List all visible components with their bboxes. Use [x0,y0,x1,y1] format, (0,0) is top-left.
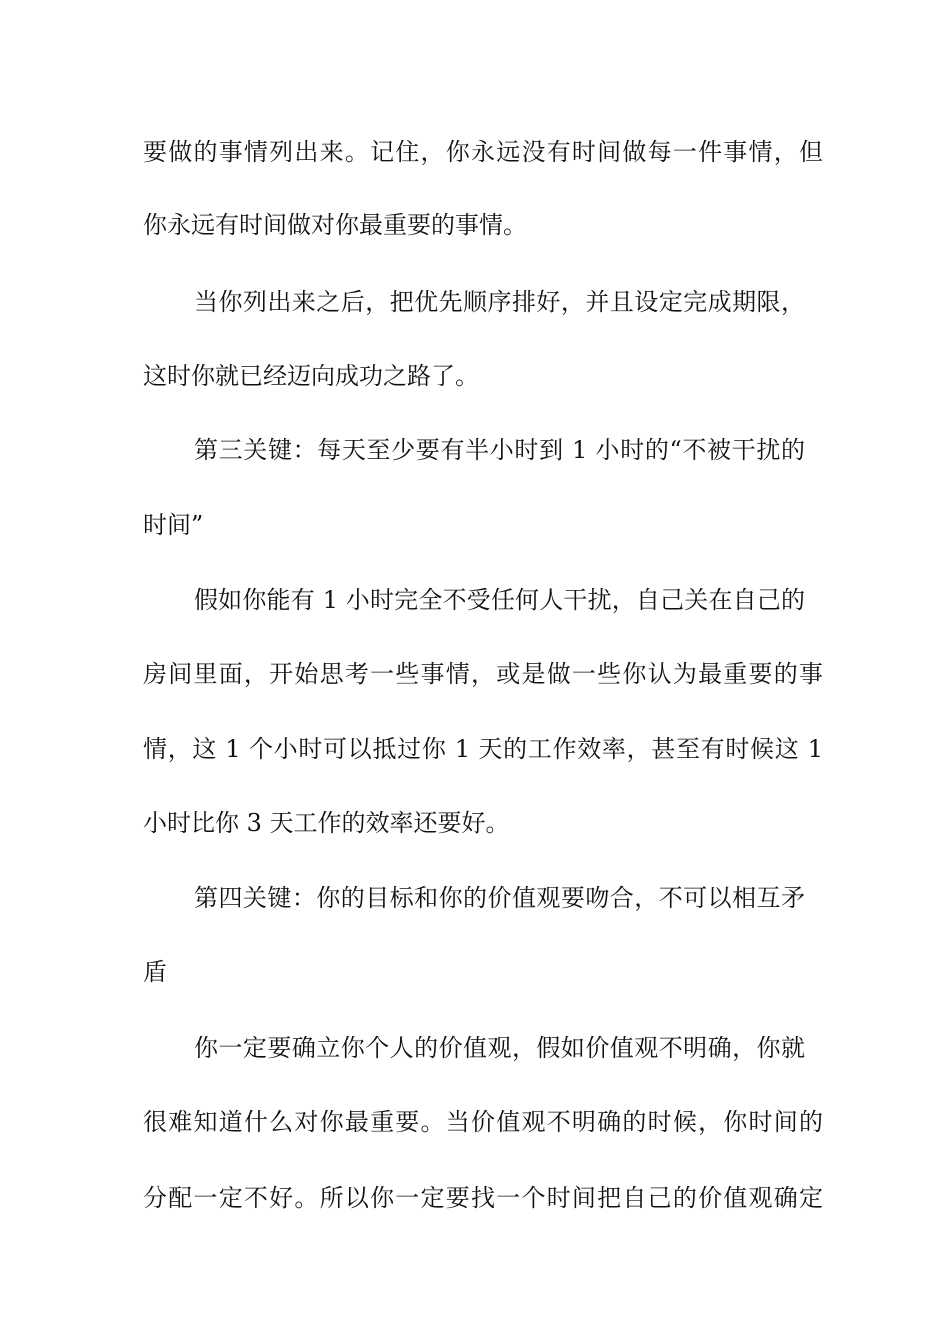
text-line: 分配一定不好。所以你一定要找一个时间把自己的价值观确定 [143,1184,823,1212]
section-heading: 第三关键：每天至少要有半小时到 1 小时的“不被干扰的 [194,436,805,464]
section-heading: 第四关键：你的目标和你的价值观要吻合，不可以相互矛 [194,884,805,912]
section-heading: 盾 [143,958,167,986]
text-line: 假如你能有 1 小时完全不受任何人干扰，自己关在自己的 [194,586,805,614]
text-line: 当你列出来之后，把优先顺序排好，并且设定完成期限， [194,288,805,316]
text-line: 这时你就已经迈向成功之路了。 [143,362,479,390]
text-line: 房间里面，开始思考一些事情，或是做一些你认为最重要的事 [143,660,823,688]
text-line: 情，这 1 个小时可以抵过你 1 天的工作效率，甚至有时候这 1 [143,735,823,763]
text-line: 小时比你 3 天工作的效率还要好。 [143,809,510,837]
text-line: 要做的事情列出来。记住，你永远没有时间做每一件事情，但 [143,138,823,166]
text-line: 你永远有时间做对你最重要的事情。 [143,211,527,239]
text-line: 你一定要确立你个人的价值观，假如价值观不明确，你就 [194,1034,805,1062]
section-heading: 时间” [143,511,204,539]
text-line: 很难知道什么对你最重要。当价值观不明确的时候，你时间的 [143,1108,823,1136]
